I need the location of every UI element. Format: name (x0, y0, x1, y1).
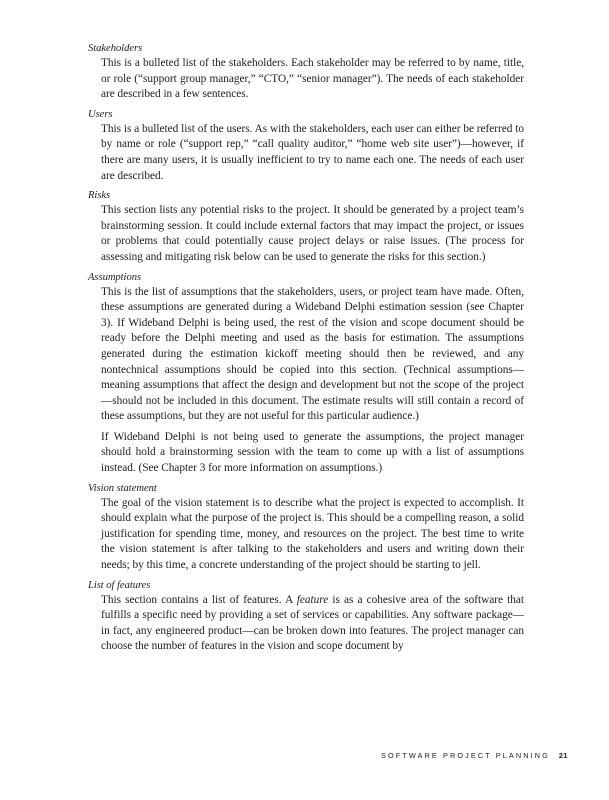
section-term: Assumptions (88, 271, 142, 283)
paragraph-text: This section contains a list of features. A (101, 593, 297, 606)
section-vision-statement (88, 481, 524, 574)
page-number: 21 (558, 751, 568, 760)
section-term: List of features (88, 579, 151, 591)
paragraph-text: This section lists any potential risks to the project. It should be generated by a project team’s brainstorming session. It could include external factors that may impact the project, or issues or problems that could potentially cause project delays or raise issues. (The process for assessing and mitigating risk below can be used to generate the risks for this section.) (101, 204, 524, 263)
section-stakeholders (88, 41, 524, 103)
paragraph-text: The goal of the vision statement is to describe what the project is expected to accomplish. It should explain what the purpose of the project is. This should be a compelling reason, a solid justification for spending time, money, and resources on the project. The best time to write the vision statement is after talking to the stakeholders and users and writing down their needs; by this time, a concrete understanding of the project should be starting to jell. (101, 496, 524, 572)
section-term: Vision statement (88, 482, 157, 494)
paragraph-text: This is the list of assumptions that the stakeholders, users, or project team have made. Often, these assumptions are generated during a Wideband Delphi estimation session (see Chapter 3). If Wideband Delphi is being used, the rest of the vision and scope document should be ready before the Delphi meeting and used as the basis for estimation. The assumptions generated during the estimation kickoff meeting should then be reviewed, and any nontechnical assumptions should be copied into this section. (Technical assumptions—meaning assumptions that affect the design and development but not the scope of the project—should not be included in this document. The estimate results will still contain a record of these assumptions, but they are not useful for this particular audience.) (101, 285, 524, 423)
paragraph-text: This is a bulleted list of the users. As with the stakeholders, each user can either be referred to by name or role (“support rep,” “call quality auditor,” “home web site user”)—however, if there are many users, it is usually inefficient to try to name each one. The needs of each user are described. (101, 122, 524, 182)
section-risks (88, 188, 524, 265)
paragraph-text: is as a cohesive area of the software that fulfills a specific need by providing a set of services or capabilities. Any software package—in fact, any engineered product—can be broken down into features. The project manager can choose the number of features in the vision and scope document by (101, 593, 524, 653)
section-paragraph (101, 430, 524, 477)
section-paragraph (101, 122, 524, 184)
section-paragraph (101, 496, 524, 574)
section-term: Stakeholders (88, 43, 143, 54)
section-paragraph (101, 203, 524, 265)
section-assumptions (88, 270, 524, 477)
section-term: Risks (88, 190, 111, 202)
page-footer (381, 751, 568, 760)
emphasized-term: feature (296, 593, 329, 606)
section-paragraph (101, 285, 524, 425)
section-term: Users (88, 108, 113, 120)
running-title: SOFTWARE PROJECT PLANNING (381, 751, 550, 760)
page-body (88, 41, 524, 655)
section-users (88, 107, 524, 184)
section-list-of-features (88, 578, 524, 655)
paragraph-text: This is a bulleted list of the stakeholders. Each stakeholder may be referred to by name, title, or role (“support group manager,” “CTO,” “senior manager”). The needs of each stakeholder are described in a few sentences. (101, 57, 524, 101)
section-paragraph (101, 56, 524, 103)
paragraph-text: If Wideband Delphi is not being used to generate the assumptions, the project manager should hold a brainstorming session with the team to come up with a list of assumptions instead. (See Chapter 3 for more information on assumptions.) (101, 430, 524, 475)
section-paragraph (101, 593, 524, 655)
